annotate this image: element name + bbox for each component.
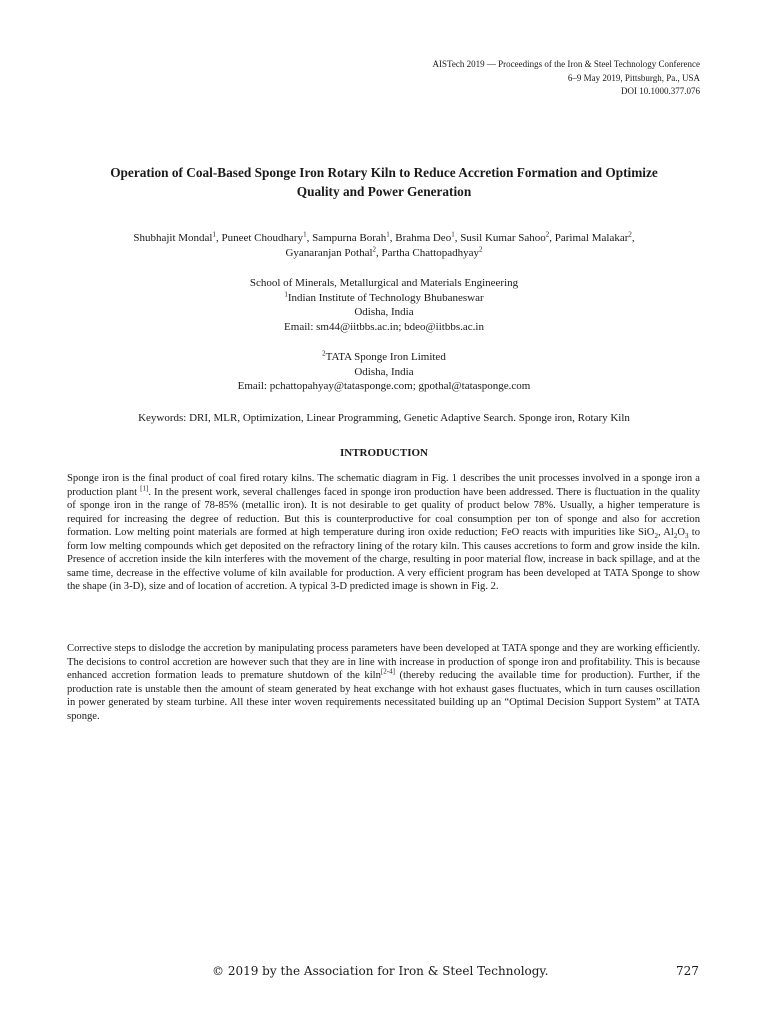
citation-ref: [2-4] — [380, 667, 395, 676]
affiliation-1 — [60, 276, 708, 334]
title-line-2: Quality and Power Generation — [296, 184, 472, 199]
author-name: Shubhajit Mondal — [133, 232, 213, 244]
proceedings-header — [432, 58, 700, 99]
affiliation-school: School of Minerals, Metallurgical and Materials Engineering — [249, 277, 519, 289]
author-line-2: Gyanaranjan Pothal$^2$, Partha Chattopadhyay$^2$ — [285, 244, 483, 259]
affiliation-company: $^2$TATA Sponge Iron Limited — [322, 349, 446, 363]
author-line-1: Shubhajit Mondal$^1$, Puneet Choudhary$^1$, Sampurna Borah$^1$, Brahma Deo$^1$, Susil Kumar Sahoo$^2$, Parimal Malakar$^2$, — [133, 230, 635, 244]
author-affiliation-mark: 1 — [386, 230, 390, 239]
author-affiliation-mark: 1 — [451, 230, 455, 239]
paragraph-2 — [67, 642, 700, 723]
author-affiliation-mark: 2 — [372, 244, 377, 253]
affiliation-mark: 1 — [284, 289, 288, 298]
author-name: Parimal Malakar — [554, 232, 629, 244]
author-affiliation-mark: 2 — [479, 244, 483, 253]
section-heading-introduction: INTRODUCTION — [339, 447, 428, 459]
affiliation-mark: 2 — [322, 349, 326, 358]
affiliation-email: Email: pchattopahyay@tatasponge.com; gpothal@tatasponge.com — [237, 380, 531, 392]
doi: DOI 10.1000.377.076 — [621, 86, 700, 96]
author-name: Susil Kumar Sahoo — [460, 232, 546, 244]
affiliation-email: Email: sm44@iitbbs.ac.in; bdeo@iitbbs.ac.in — [284, 320, 484, 333]
paragraph-text: Sponge iron is the final product of coal fired rotary kilns. The schematic diagram in Fig. 1 describes the unit processes involved in a sponge iron a production plant [1]. In the present work, several challenges faced in sponge iron production have been addressed. There is fluctuation in the quality of sponge iron in the range of 78-85% (metallic iron). It is not desirable to get quality of product below 78%. Usually, a higher temperature is required for increasing the degree of reduction. But this is counterproductive for coal consumption per ton of sponge and also for accretion formation. Low melting point materials are formed at high temperature during iron oxide reduction; FeO reacts with impurities like SiO$_2$, $Al_2O_3$ to form low melting compounds which get deposited on the refractory lining of the rotary kiln. This causes accretions to form and grow inside the kiln. Presence of accretion inside the kiln interferes with the movement of the charge, resulting in poor material flow, increase in back spillage, and at the same time, decrease in the effective volume of kiln available for production. A very efficient program has been developed at TATA Sponge to show the shape (in 3-D), size and of location of accretion. A typical 3-D predicted image is shown in Fig. 2. — [67, 473, 700, 592]
paragraph-1 — [67, 472, 700, 594]
citation-ref: [1] — [140, 483, 149, 492]
author-name: Puneet Choudhary — [221, 232, 304, 244]
affiliation-location: Odisha, India — [354, 306, 414, 318]
author-affiliation-mark: 2 — [628, 230, 632, 239]
author-name: Sampurna Borah — [312, 232, 387, 244]
paper-title — [60, 163, 708, 201]
affiliation-location: Odisha, India — [354, 365, 414, 378]
conference-date-location: 6–9 May 2019, Pittsburgh, Pa., USA — [567, 72, 700, 83]
copyright-notice: © 2019 by the Association for Iron & Steel Technology. — [212, 964, 549, 978]
affiliation-2 — [60, 350, 708, 394]
author-name: Gyanaranjan Pothal — [285, 246, 373, 259]
page-number: 727 — [676, 964, 699, 978]
paragraph-text: Corrective steps to dislodge the accretion by manipulating process parameters have been developed at TATA sponge and they are working efficiently. The decisions to control accretion are however such that they are in line with increase in production of sponge iron and profitability. This is because enhanced accretion formation leads to premature shutdown of the kiln[2-4] (thereby reducing the available time for production). Further, if the production rate is unstable then the amount of steam generated by heat exchange with hot exhaust gases fluctuates, which in turn causes oscillation in power generated by steam turbine. All these inter woven requirements necessitated building up an “Optimal Decision Support System” at TATA sponge. — [67, 643, 700, 722]
author-list — [60, 231, 708, 260]
author-affiliation-mark: 1 — [212, 230, 216, 239]
keywords: Keywords: DRI, MLR, Optimization, Linear Programming, Genetic Adaptive Search. Sponge iron, Rotary Kiln — [138, 412, 630, 424]
author-name: Brahma Deo — [395, 232, 452, 244]
author-name: Partha Chattopadhyay — [381, 246, 479, 259]
title-line-1: Operation of Coal-Based Sponge Iron Rotary Kiln to Reduce Accretion Formation and Optimize — [110, 165, 658, 180]
conference-name: AISTech 2019 — Proceedings of the Iron & Steel Technology Conference — [432, 59, 700, 69]
affiliation-institute: $^1$Indian Institute of Technology Bhubaneswar — [284, 289, 484, 304]
author-affiliation-mark: 1 — [303, 230, 307, 239]
author-affiliation-mark: 2 — [545, 230, 550, 239]
